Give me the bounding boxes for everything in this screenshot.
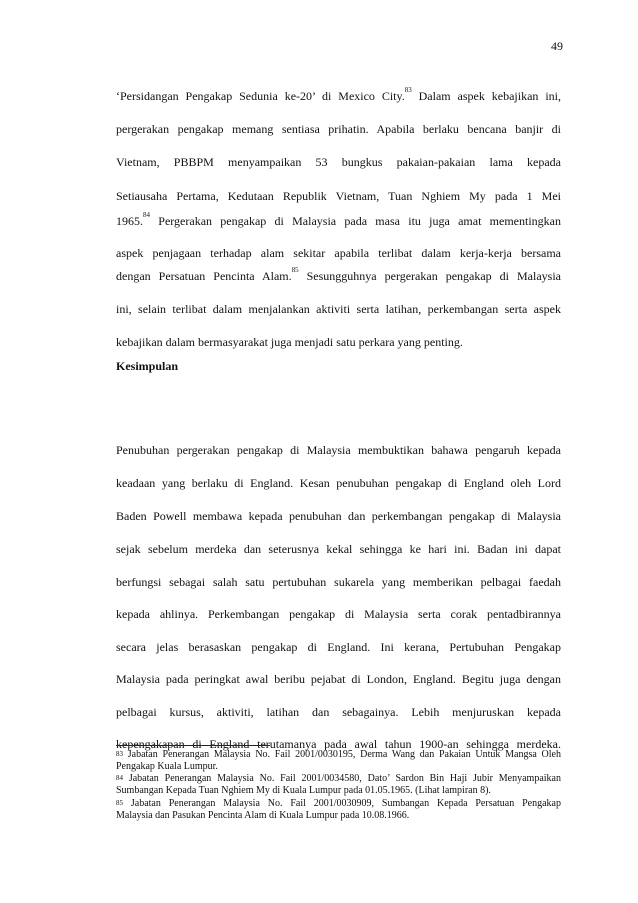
text-line: 1965.84 Pergerakan pengakap di Malaysia pada masa itu juga amat mementingkan	[116, 211, 561, 228]
footnote-line: $^{85}$ Jabatan Penerangan Malaysia No. Fail 2001/0030909, Sumbangan Kepada Persatuan Pengakap	[116, 798, 561, 809]
text-line: sejak sebelum merdeka dan seterusnya kekal sehingga ke hari ini. Badan ini dapat	[116, 542, 561, 556]
footnote-line: Malaysia dan Pasukan Pencinta Alam di Kuala Lumpur pada 10.08.1966.	[116, 810, 410, 821]
text-line: kebajikan dalam bermasyarakat juga menjadi satu perkara yang penting.	[116, 335, 463, 349]
text-line: Malaysia pada peringkat awal beribu pejabat di London, England. Begitu juga dengan	[116, 672, 561, 686]
text-line: keadaan yang berlaku di England. Kesan penubuhan pengakap di England oleh Lord	[116, 476, 561, 490]
footnote-ref: 84	[143, 211, 150, 219]
footnote-line: Pengakap Kuala Lumpur.	[116, 761, 218, 772]
text-line: aspek penjagaan terhadap alam sekitar apabila terlibat dalam kerja-kerja bersama	[116, 246, 561, 260]
footnote-line: Sumbangan Kepada Tuan Nghiem My di Kuala Lumpur pada 01.05.1965. (Lihat lampiran 8).	[116, 785, 491, 796]
text-line: ini, selain terlibat dalam menjalankan aktiviti serta latihan, perkembangan serta aspek	[116, 302, 561, 316]
section-heading: Kesimpulan	[116, 359, 179, 373]
text-line: secara jelas berasaskan pengakap di England. Ini kerana, Pertubuhan Pengakap	[116, 640, 561, 654]
footnote-ref: 85	[291, 266, 299, 274]
text-line: pergerakan pengakap memang sentiasa prihatin. Apabila berlaku bencana banjir di	[116, 122, 561, 136]
footnote-separator	[116, 745, 270, 746]
footnote-ref: 83	[404, 86, 412, 94]
text-line: Setiausaha Pertama, Kedutaan Republik Vietnam, Tuan Nghiem My pada 1 Mei	[116, 189, 561, 203]
text-line: pelbagai kursus, aktiviti, latihan dan sebagainya. Lebih menjuruskan kepada	[116, 705, 561, 719]
text-line: Baden Powell membawa kepada penubuhan dan perkembangan pengakap di Malaysia	[116, 509, 561, 523]
text-line: ‘Persidangan Pengakap Sedunia ke-20’ di Mexico City.$^{83}$ Dalam aspek kebajikan ini,	[116, 86, 561, 103]
footnote-number: 83	[116, 750, 123, 758]
footnote-number: 85	[116, 799, 123, 807]
text-line: kepada ahlinya. Perkembangan pengakap di Malaysia serta corak pentadbirannya	[116, 607, 561, 621]
footnote-number: 84	[116, 774, 123, 782]
text-line: Penubuhan pergerakan pengakap di Malaysia membuktikan bahawa pengaruh kepada	[116, 443, 561, 457]
text-line: kepengakapan di England terutamanya pada awal tahun 1900-an sehingga merdeka.	[116, 737, 561, 751]
footnote-line: $^{83}$ Jabatan Penerangan Malaysia No. Fail 2001/0030195, Derma Wang dan Pakaian Untuk Mangsa Oleh	[116, 749, 561, 760]
page-number: 49	[551, 39, 563, 53]
text-line: dengan Persatuan Pencinta Alam.$^{85}$ Sesungguhnya pergerakan pengakap di Malaysia	[116, 266, 561, 283]
text-line: Vietnam, PBBPM menyampaikan 53 bungkus pakaian-pakaian lama kepada	[116, 155, 561, 169]
text-line: berfungsi sebagai salah satu pertubuhan sukarela yang memberikan pelbagai faedah	[116, 575, 561, 589]
footnote-line: $^{84}$ Jabatan Penerangan Malaysia No. Fail 2001/0034580, Dato’ Sardon Bin Haji Jubir Menyampaikan	[116, 773, 561, 784]
